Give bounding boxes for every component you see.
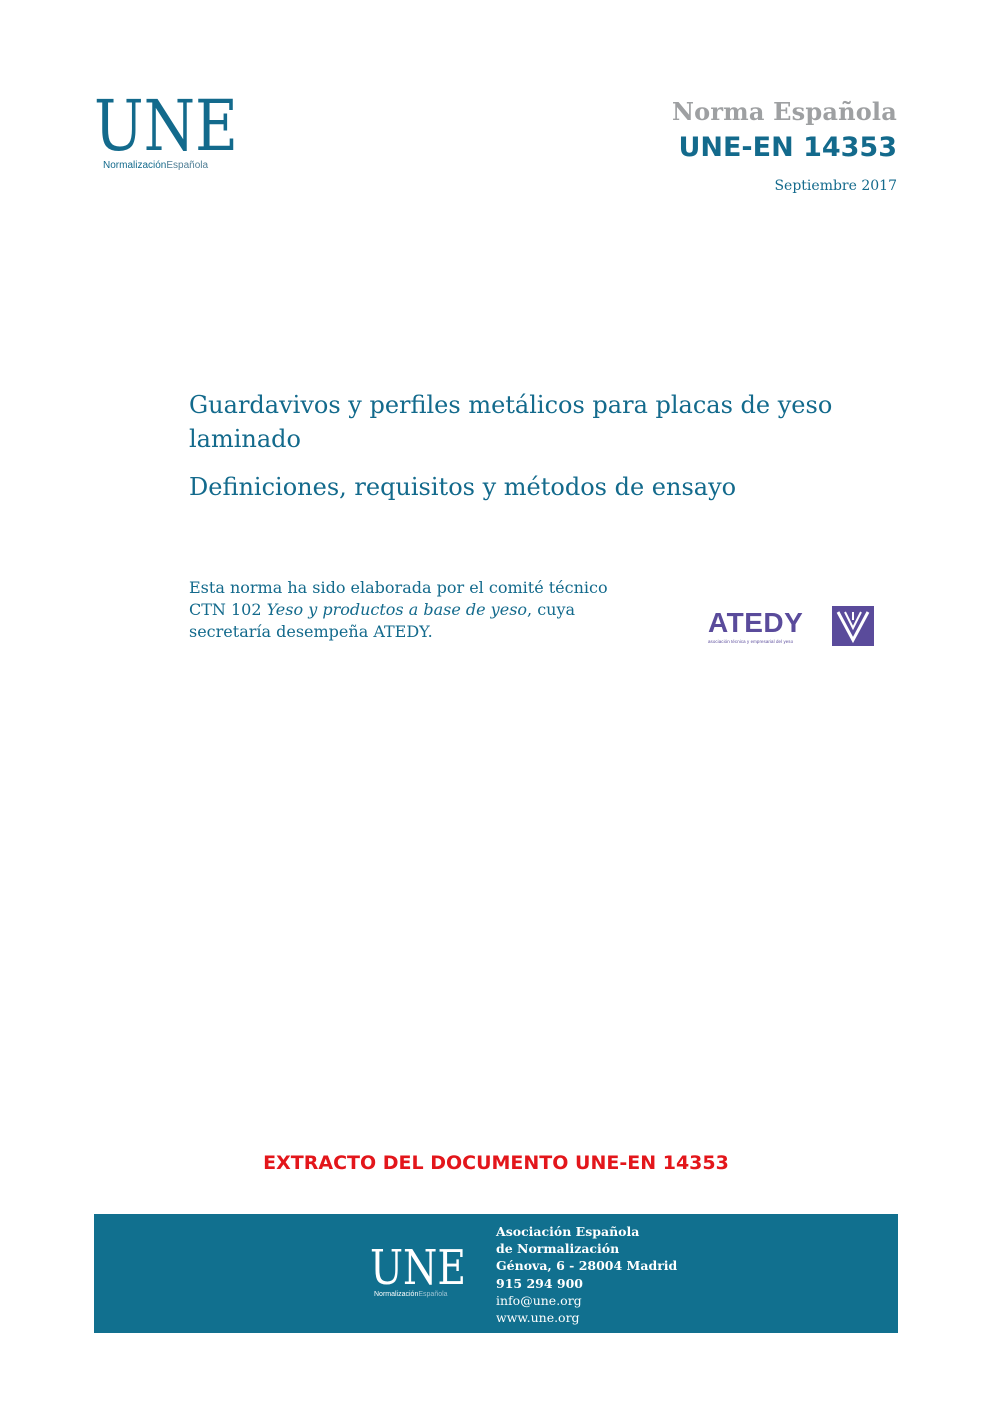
footer-logo-sub-primary: Normalización: [374, 1291, 419, 1298]
footer-address-block: [496, 1223, 677, 1326]
norma-date: Septiembre 2017: [774, 178, 897, 194]
footer-une-logo-subtitle: [374, 1291, 448, 1298]
une-logo-sub-primary: Normalización: [103, 160, 167, 171]
footer-une-logo: [370, 1244, 470, 1304]
committee-line-3: secretaría desempeña ATEDY.: [189, 622, 433, 641]
footer-logo-sub-secondary: Española: [418, 1291, 448, 1298]
committee-statement: [189, 577, 659, 643]
une-logo: [94, 92, 244, 176]
atedy-tagline: asociación técnica y empresarial del yeso: [708, 639, 794, 644]
document-title: Guardavivos y perfiles metálicos para placas de yeso laminado: [189, 391, 833, 453]
norma-label: Norma Española: [672, 97, 897, 126]
document-subtitle: Definiciones, requisitos y métodos de ensayo: [189, 473, 737, 501]
atedy-v-icon: [832, 606, 874, 646]
atedy-logo: [706, 606, 876, 648]
footer-email-link[interactable]: info@une.org: [496, 1292, 582, 1308]
une-logo-subtitle: [103, 160, 208, 171]
footer-web-link[interactable]: www.une.org: [496, 1310, 580, 1326]
committee-line-1: Esta norma ha sido elaborada por el comité técnico: [189, 578, 608, 597]
une-logo-mark: [94, 92, 240, 156]
footer-org-line-1: Asociación Española: [496, 1224, 640, 1239]
footer-band: [94, 1214, 898, 1333]
atedy-wordmark: ATEDY: [708, 607, 804, 638]
committee-ctn-prefix: CTN 102: [189, 600, 267, 619]
extract-notice: EXTRACTO DEL DOCUMENTO UNE-EN 14353: [263, 1152, 729, 1174]
footer-org-line-2: de Normalización: [496, 1241, 620, 1257]
committee-ctn-name: Yeso y productos a base de yeso: [266, 600, 528, 619]
une-logo-letters: UNE: [94, 92, 238, 156]
footer-une-logo-mark: [370, 1244, 468, 1288]
footer-une-logo-letters: UNE: [370, 1244, 466, 1288]
committee-ctn-suffix: , cuya: [527, 600, 576, 619]
une-logo-sub-secondary: Española: [166, 160, 209, 171]
footer-phone: 915 294 900: [496, 1275, 583, 1291]
footer-address: Génova, 6 - 28004 Madrid: [496, 1258, 678, 1274]
norma-code: UNE-EN 14353: [678, 132, 897, 163]
